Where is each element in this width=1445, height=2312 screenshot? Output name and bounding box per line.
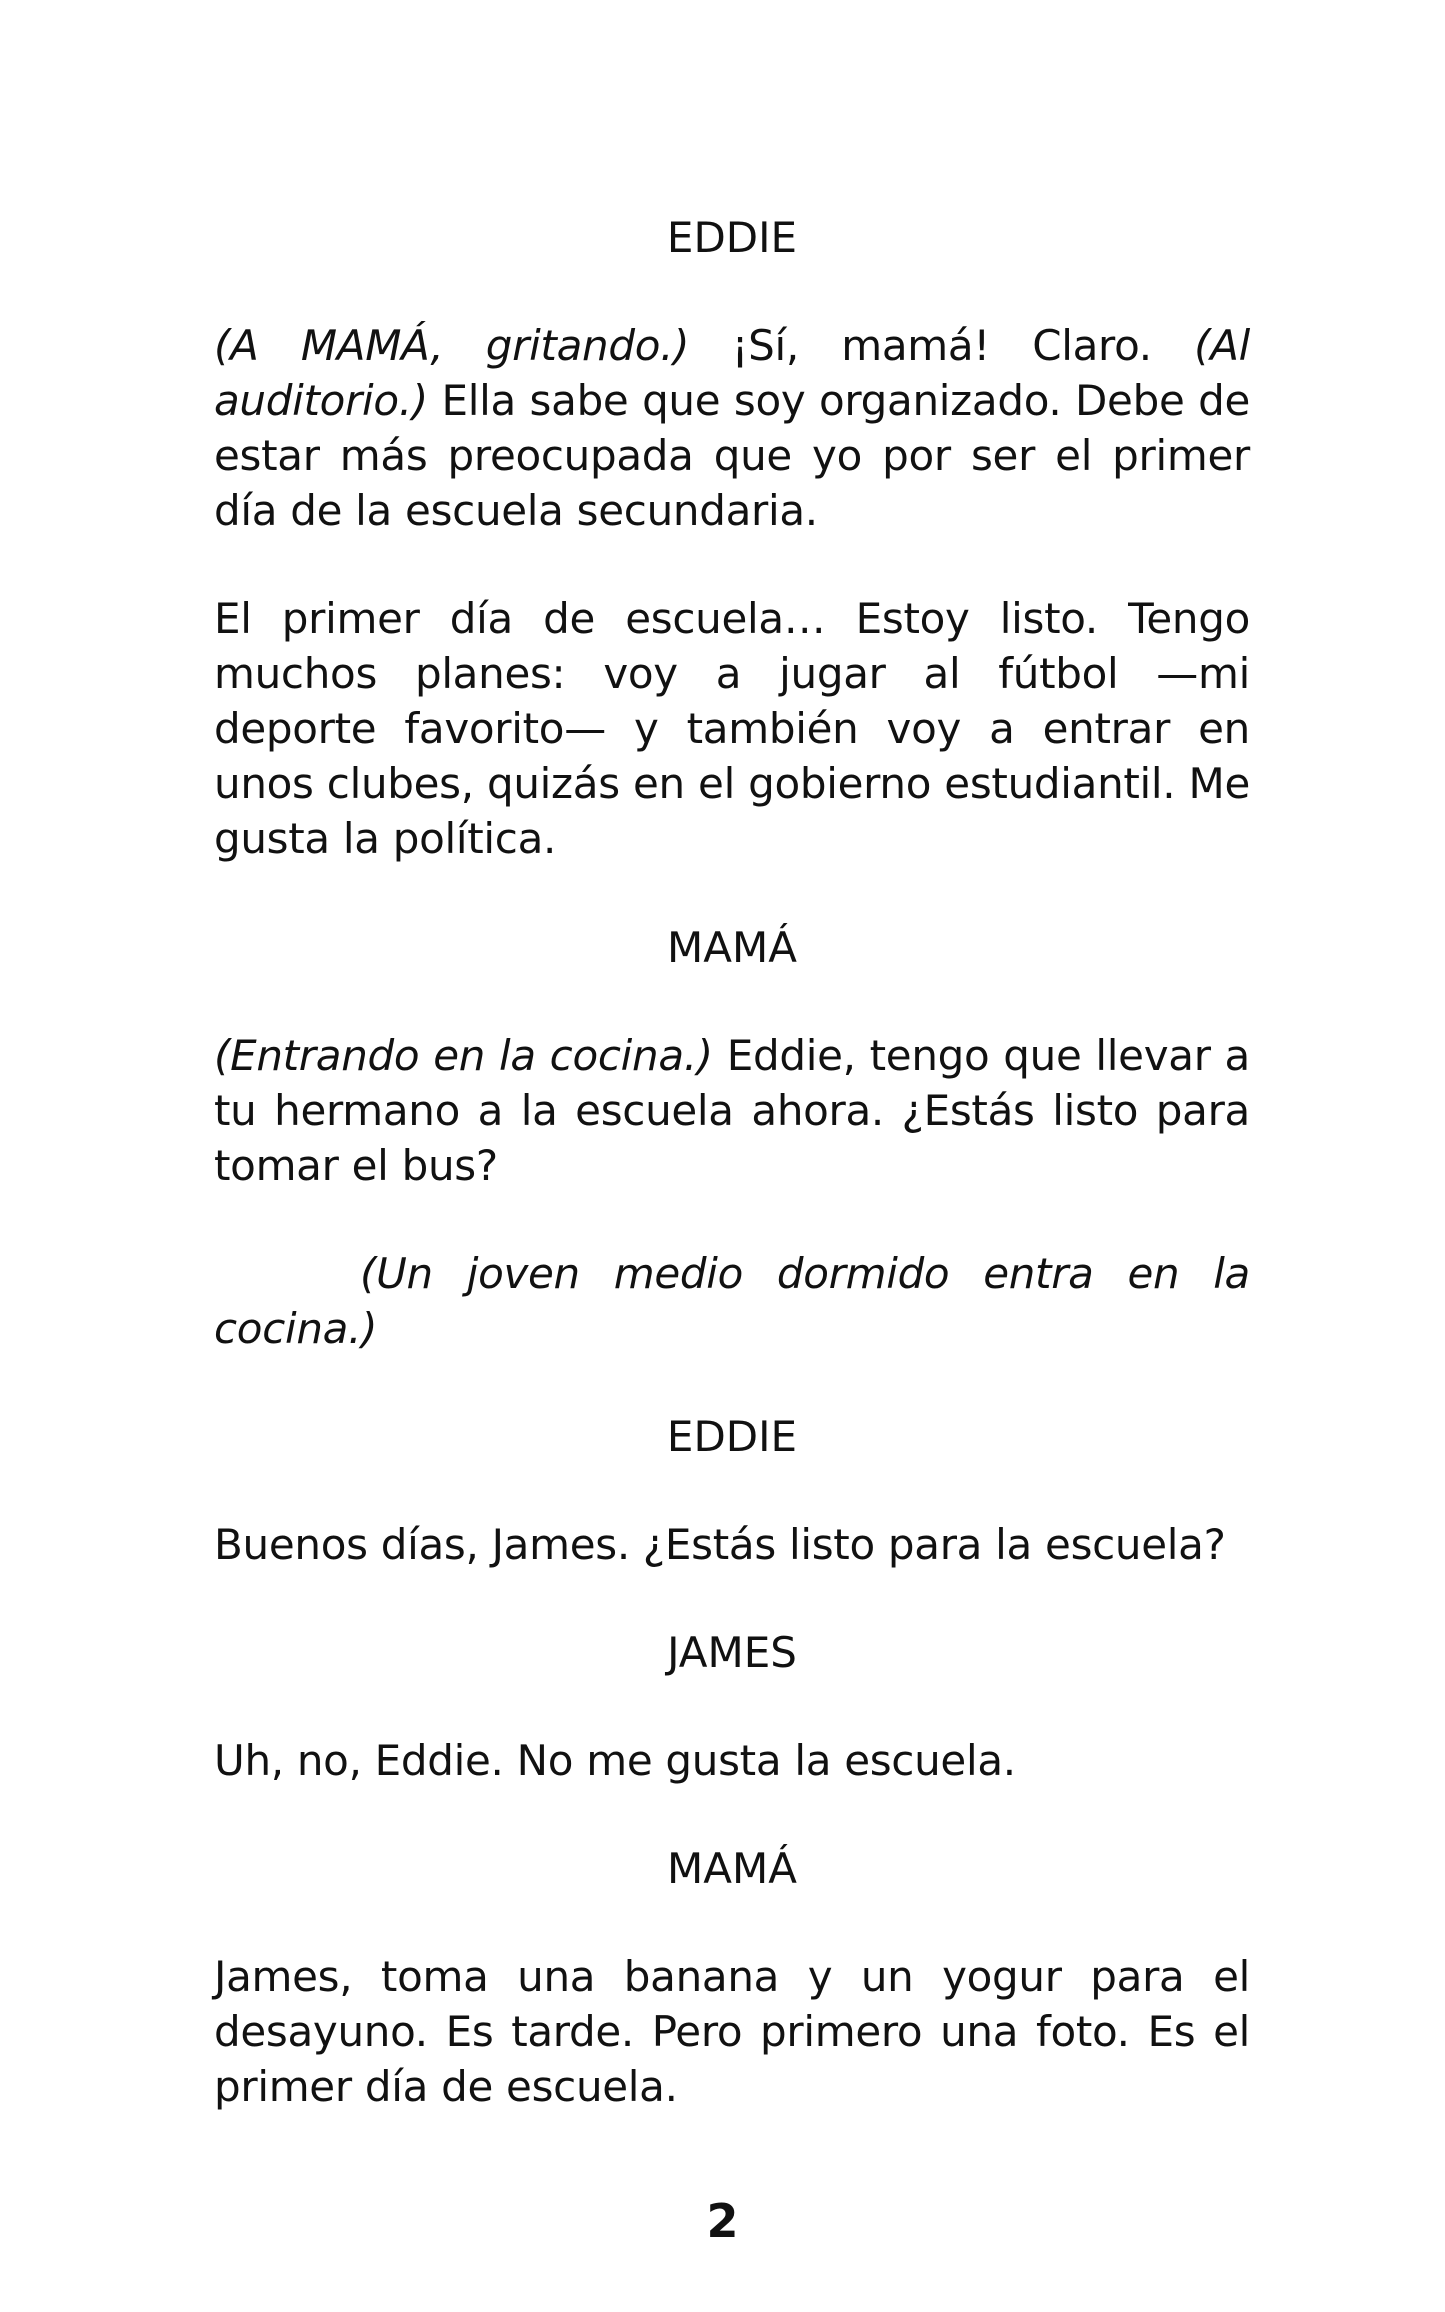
dialogue-paragraph: [214, 318, 1250, 538]
stage-direction-inline: (A MAMÁ, gritando.): [214, 321, 690, 370]
dialogue-text: Uh, no, Eddie. No me gusta la escuela.: [214, 1736, 1016, 1785]
dialogue-paragraph: [214, 1517, 1250, 1572]
dialogue-paragraph: [214, 1733, 1250, 1788]
speaker-name-mama: MAMÁ: [667, 923, 797, 972]
stage-direction-inline: (Al auditorio.): [214, 321, 1251, 425]
dialogue-text: Buenos días, James. ¿Estás listo para la escuela?: [214, 1520, 1226, 1569]
page-number: 2: [706, 2194, 739, 2248]
dialogue-paragraph: [214, 1028, 1250, 1193]
speaker-name-james: JAMES: [667, 1628, 797, 1677]
stage-direction: (Un joven medio dormido entra en la cocina.): [214, 1249, 1250, 1353]
dialogue-paragraph: [214, 1949, 1250, 2114]
speaker-name-mama: MAMÁ: [667, 1844, 797, 1893]
stage-direction-inline: (Entrando en la cocina.): [214, 1031, 713, 1080]
speaker-name-eddie: EDDIE: [666, 213, 798, 262]
dialogue-text: ¡Sí, mamá! Claro.: [689, 321, 1195, 370]
speaker-name-eddie: EDDIE: [666, 1412, 798, 1461]
dialogue-text: El primer día de escuela… Estoy listo. Tengo muchos planes: voy a jugar al fútbol —mi deporte favorito— y también voy a entrar en unos clubes, quizás en el gobierno estudiantil. Me gusta la política.: [214, 594, 1250, 863]
dialogue-paragraph: [214, 591, 1250, 866]
dialogue-text: James, toma una banana y un yogur para el desayuno. Es tarde. Pero primero una foto. Es el primer día de escuela.: [214, 1952, 1250, 2111]
dialogue-text: Eddie, tengo que llevar a tu hermano a la escuela ahora. ¿Estás listo para tomar el bus?: [214, 1031, 1250, 1190]
script-page: [214, 210, 1250, 2114]
dialogue-text: Ella sabe que soy organizado. Debe de estar más preocupada que yo por ser el primer día de la escuela secundaria.: [214, 376, 1250, 535]
